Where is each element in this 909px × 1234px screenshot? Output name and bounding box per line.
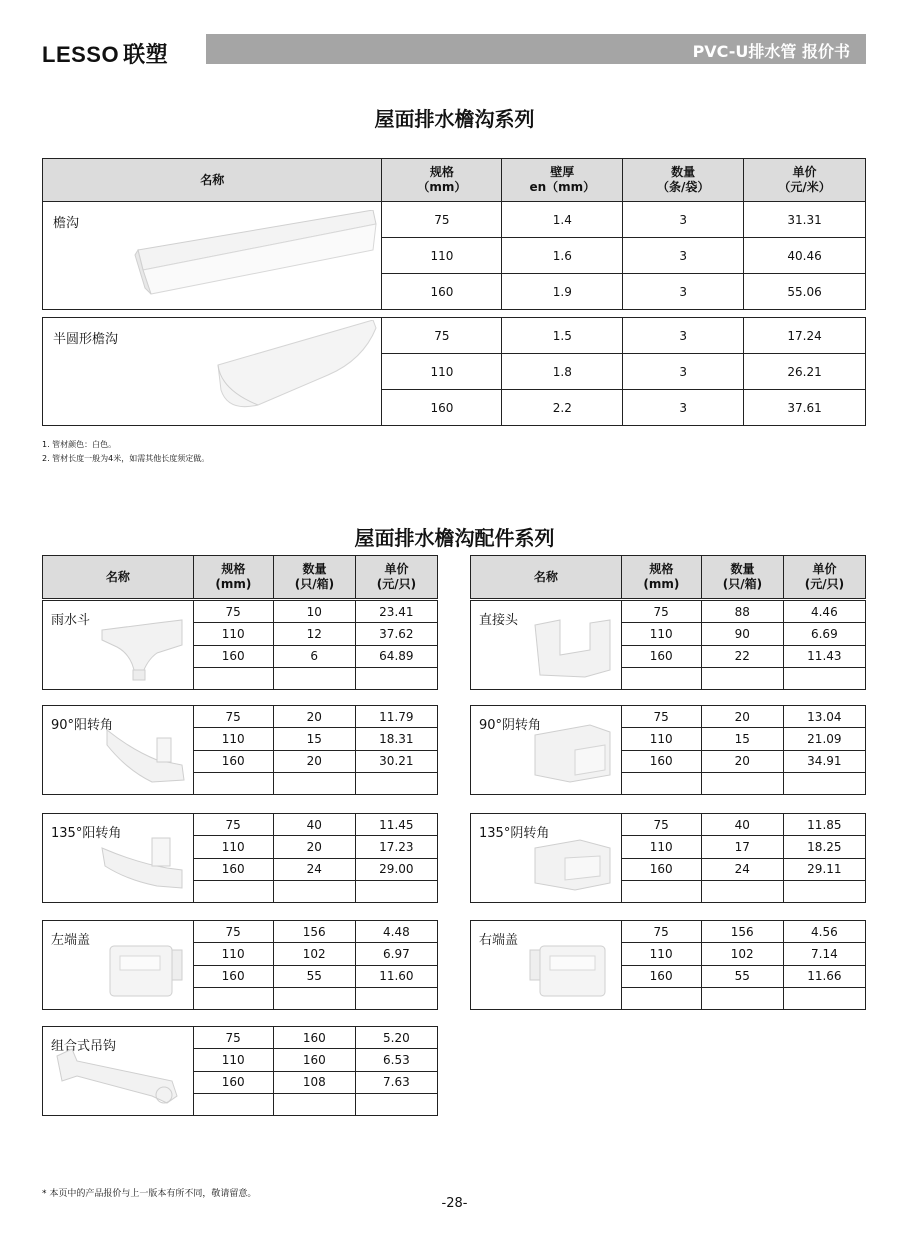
notes (42, 438, 209, 466)
internal-corner-135-image (530, 828, 615, 898)
col-header-price: 单价 (元/只) (783, 556, 865, 599)
table-row: 110 102 6.97 (43, 943, 438, 965)
col-header-wall: 壁厚 en（mm） (502, 159, 623, 202)
table-row: 160 108 7.63 (43, 1071, 438, 1093)
gutter-table (42, 158, 866, 426)
table-row: 110 20 17.23 (43, 836, 438, 858)
table-row: 110 160 6.53 (43, 1049, 438, 1071)
fitting-group (42, 705, 438, 795)
table-row: 110 15 18.31 (43, 728, 438, 750)
product-cell (43, 814, 194, 903)
fittings-header (42, 555, 438, 599)
product-cell (43, 706, 194, 795)
brand-logo (42, 38, 168, 69)
product-name: 直接头 (479, 613, 519, 628)
table-row: 90°阴转角 75 20 13.04 (471, 706, 866, 728)
product-cell-half-round-gutter (43, 318, 382, 426)
header-title: PVC-U排水管 报价书 (692, 42, 850, 61)
table-row: 160 20 34.91 (471, 750, 866, 772)
table-row: 110 90 6.69 (471, 623, 866, 645)
product-cell (471, 921, 622, 1010)
fitting-group (470, 705, 866, 795)
table-row: 110 15 21.09 (471, 728, 866, 750)
table-row: 雨水斗 75 10 23.41 (43, 601, 438, 623)
product-name: 135°阴转角 (479, 826, 550, 841)
table-row: 右端盖 75 156 4.56 (471, 921, 866, 943)
fitting-group (470, 920, 866, 1010)
product-name: 雨水斗 (51, 613, 91, 628)
table-row: 组合式吊钩 75 160 5.20 (43, 1027, 438, 1049)
straight-connector-image (530, 615, 615, 685)
logo-text-cn: 联塑 (123, 43, 169, 68)
table-row: 160 2.2 3 37.61 (43, 390, 866, 426)
table-row: 直接头 75 88 4.46 (471, 601, 866, 623)
fitting-group (470, 813, 866, 903)
col-header-qty: 数量 (只/箱) (701, 556, 783, 599)
col-header-name: 名称 (471, 556, 622, 599)
table-row: 160 55 11.60 (43, 965, 438, 987)
table-row: 90°阳转角 75 20 11.79 (43, 706, 438, 728)
product-name: 90°阴转角 (479, 718, 542, 733)
col-header-name: 名称 (43, 159, 382, 202)
section2-title: 屋面排水檐沟配件系列 (354, 526, 555, 550)
col-header-spec: 规格 (mm) (621, 556, 701, 599)
table-row: 160 24 29.00 (43, 858, 438, 880)
fitting-group (42, 920, 438, 1010)
combined-hanger-image (52, 1041, 187, 1111)
table-row: 160 20 30.21 (43, 750, 438, 772)
product-name: 右端盖 (479, 933, 519, 948)
header-bar (206, 34, 866, 64)
internal-corner-90-image (530, 720, 615, 790)
table-row: 110 12 37.62 (43, 623, 438, 645)
fittings-header (470, 555, 866, 599)
table-row: 160 6 64.89 (43, 645, 438, 667)
table-row: 135°阴转角 75 40 11.85 (471, 814, 866, 836)
product-name: 组合式吊钩 (51, 1039, 117, 1054)
col-header-spec: 规格 (mm) (193, 556, 273, 599)
col-header-qty: 数量 (只/箱) (273, 556, 355, 599)
table-row: 160 24 29.11 (471, 858, 866, 880)
col-header-price: 单价 (元/只) (355, 556, 437, 599)
note-1: 1. 管材颜色：白色。 (42, 440, 117, 449)
product-name: 90°阳转角 (51, 718, 114, 733)
table-row: 135°阳转角 75 40 11.45 (43, 814, 438, 836)
page-number: -28- (441, 1196, 468, 1211)
product-cell-gutter (43, 202, 382, 310)
fitting-group (42, 1026, 438, 1116)
section1-title: 屋面排水檐沟系列 (374, 107, 535, 131)
downspout-outlet-image (97, 615, 187, 685)
external-corner-135-image (97, 828, 187, 898)
table-row: 160 1.9 3 55.06 (43, 274, 866, 310)
table-row: 110 1.6 3 40.46 (43, 238, 866, 274)
product-cell (43, 1027, 194, 1116)
col-header-price: 单价 （元/米） (744, 159, 866, 202)
col-header-qty: 数量 （条/袋） (623, 159, 744, 202)
product-cell (471, 706, 622, 795)
col-header-spec: 规格 （mm） (382, 159, 502, 202)
table-row: 左端盖 75 156 4.48 (43, 921, 438, 943)
fitting-group (42, 600, 438, 690)
product-cell (43, 601, 194, 690)
product-name: 左端盖 (51, 933, 91, 948)
product-cell (471, 814, 622, 903)
product-name: 檐沟 (53, 216, 80, 231)
col-header-name: 名称 (43, 556, 194, 599)
table-row: 110 102 7.14 (471, 943, 866, 965)
table-row: 半圆形檐沟 75 1.5 3 17.24 (43, 318, 866, 354)
table-row: 110 17 18.25 (471, 836, 866, 858)
table-row: 160 22 11.43 (471, 645, 866, 667)
fitting-group (470, 600, 866, 690)
fitting-group (42, 813, 438, 903)
left-end-cap-image (102, 940, 187, 1005)
right-end-cap-image (525, 940, 615, 1005)
product-cell (43, 921, 194, 1010)
table-row: 檐沟 75 1.4 3 31.31 (43, 202, 866, 238)
table-row: 110 1.8 3 26.21 (43, 354, 866, 390)
table-row: 160 55 11.66 (471, 965, 866, 987)
logo-text-en: LESSO (42, 42, 120, 67)
spacer (43, 310, 866, 318)
half-round-gutter-image (213, 320, 378, 415)
footer-note: * 本页中的产品报价与上一版本有所不同，敬请留意。 (42, 1189, 257, 1199)
external-corner-90-image (102, 720, 187, 790)
product-name: 135°阳转角 (51, 826, 122, 841)
gutter-image (133, 210, 378, 300)
product-cell (471, 601, 622, 690)
product-name: 半圆形檐沟 (53, 332, 119, 347)
note-2: 2. 管材长度一般为4米，如需其他长度须定做。 (42, 454, 210, 463)
